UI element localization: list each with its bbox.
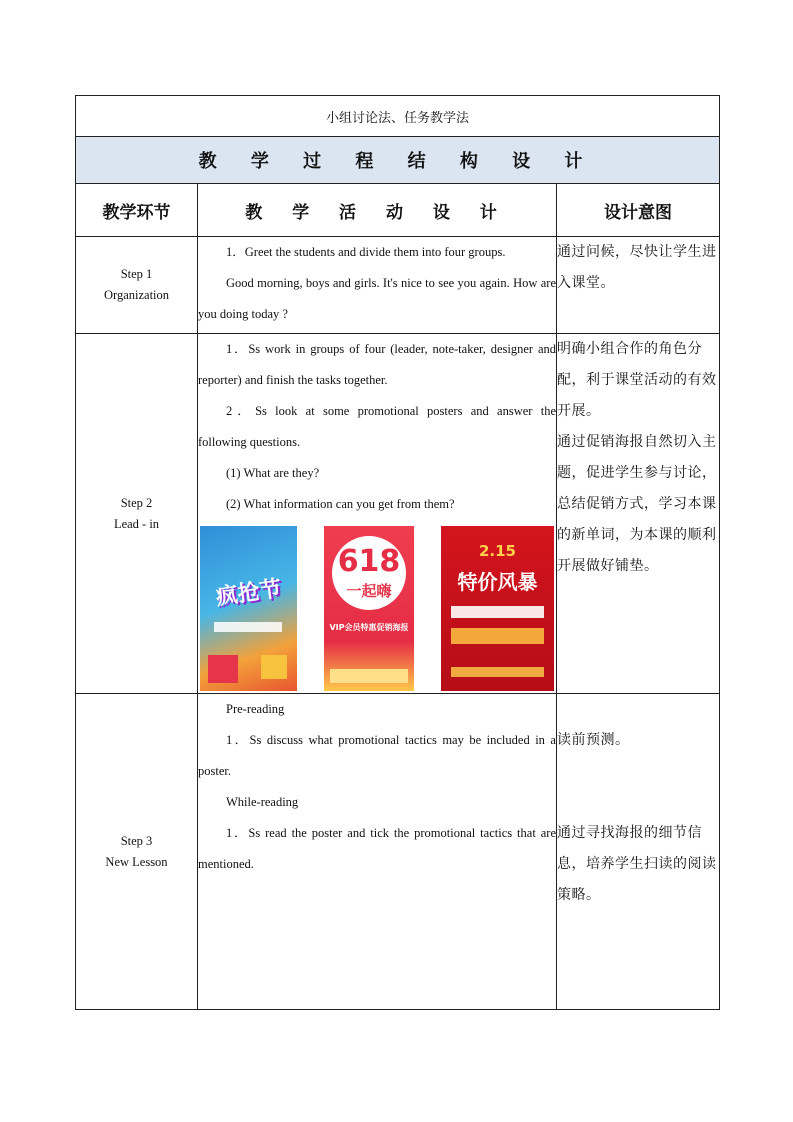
step2-row	[76, 334, 720, 694]
step3-activities	[198, 694, 557, 1010]
step1-name: Step 1	[120, 267, 153, 281]
poster-image-3	[441, 526, 554, 691]
step2-activity-2: 2．Ss look at some promotional posters and answer the following questions.	[198, 404, 556, 449]
step3-row	[76, 694, 720, 1010]
step1-activity-1: 1．Greet the students and divide them into four groups.	[226, 245, 506, 259]
step3-pre-item: 1．Ss discuss what promotional tactics may be included in a poster.	[198, 733, 556, 778]
poster2-coupons	[330, 669, 408, 683]
step1-intent	[557, 237, 720, 334]
poster2-subtitle: 一起嗨	[346, 582, 392, 600]
step2-intent	[557, 334, 720, 694]
step3-stage	[76, 694, 198, 1010]
step2-question-1: (1) What are they?	[226, 466, 320, 480]
step1-activity-2: Good morning, boys and girls. It's nice to see you again. How are you doing today ?	[198, 276, 556, 321]
lesson-plan-table	[75, 95, 720, 1010]
step3-pre-label: Pre-reading	[226, 702, 285, 716]
poster1-banner	[214, 622, 282, 632]
poster1-gift-box	[208, 655, 238, 683]
step1-stage	[76, 237, 198, 334]
step2-sub: Lead - in	[113, 516, 160, 531]
step1-intent-text: 通过问候，尽快让学生进入课堂。	[557, 244, 717, 291]
poster3-title: 特价风暴	[457, 570, 538, 594]
step1-sub: Organization	[103, 288, 170, 302]
poster3-search-bar	[451, 606, 544, 618]
section-title-row	[76, 137, 720, 184]
poster-image-1	[200, 526, 297, 691]
poster3-date: 2.15	[478, 542, 516, 560]
section-title: 教 学 过 程 结 构 设 计	[76, 137, 720, 184]
promotional-posters	[198, 520, 556, 693]
step3-intent	[557, 694, 720, 1010]
methods-row	[76, 96, 720, 137]
step2-intent-1: 明确小组合作的角色分配，利于课堂活动的有效开展。	[557, 341, 717, 419]
poster2-vip: VIP会员特惠促销海报	[329, 623, 409, 632]
step2-intent-2: 通过促销海报自然切入主题，促进学生参与讨论，总结促销方式，学习本课的新单词，为本课的顺利开展做好铺垫。	[557, 434, 717, 574]
header-row	[76, 184, 720, 237]
header-intent: 设计意图	[557, 184, 720, 237]
step2-question-2: (2) What information can you get from them?	[226, 497, 455, 511]
poster1-title: 疯抢节	[214, 576, 284, 611]
header-stage: 教学环节	[76, 184, 198, 237]
step2-stage	[76, 334, 198, 694]
step3-while-label: While-reading	[226, 795, 299, 809]
poster1-gift-box-2	[261, 655, 287, 679]
header-activity: 教 学 活 动 设 计	[198, 184, 557, 237]
poster3-footer	[451, 667, 544, 677]
poster2-number: 618	[337, 544, 401, 579]
step1-row	[76, 237, 720, 334]
step3-sub: New Lesson	[105, 854, 168, 869]
step2-name: Step 2	[120, 495, 153, 510]
step2-activity-1: 1．Ss work in groups of four (leader, note-taker, designer and reporter) and finish the tasks together.	[198, 342, 556, 387]
poster3-banner	[451, 628, 544, 644]
step3-intent-2: 通过寻找海报的细节信息，培养学生扫读的阅读策略。	[557, 825, 717, 903]
step3-name: Step 3	[120, 833, 153, 848]
step3-while-item: 1．Ss read the poster and tick the promotional tactics that are mentioned.	[198, 826, 556, 871]
step2-activities	[198, 334, 557, 694]
step1-activities	[198, 237, 557, 334]
step3-intent-1: 读前预测。	[557, 732, 630, 748]
teaching-methods: 小组讨论法、任务教学法	[76, 96, 720, 137]
poster-image-2	[324, 526, 414, 691]
lesson-plan-sheet	[75, 95, 719, 1010]
